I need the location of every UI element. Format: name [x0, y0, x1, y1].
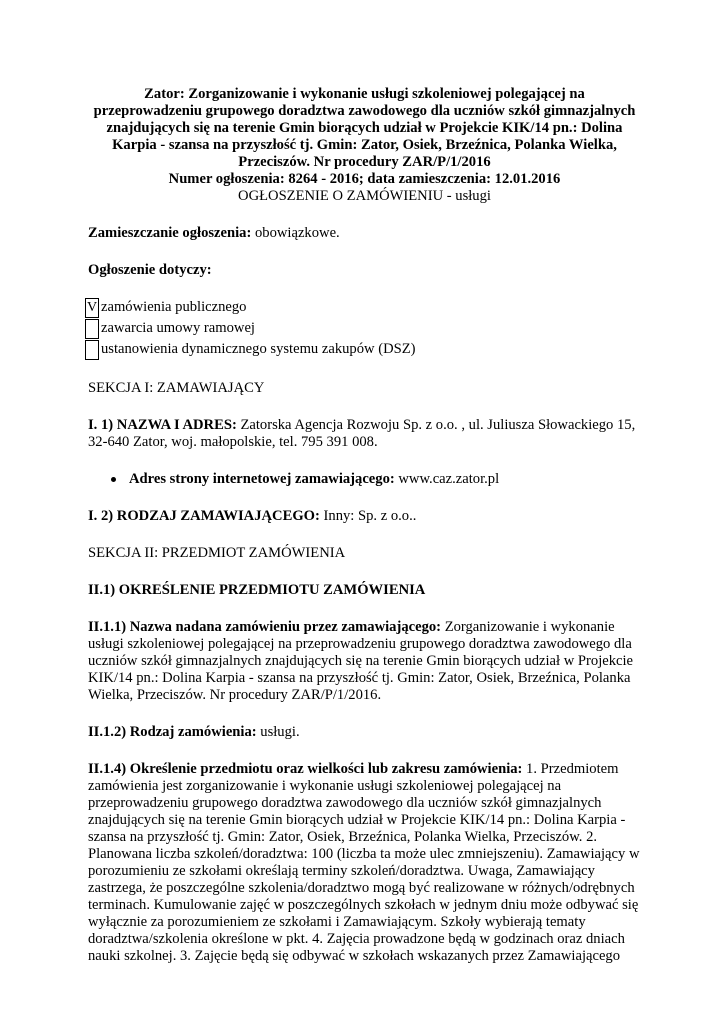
notice-type: OGŁOSZENIE O ZAMÓWIENIU - usługi: [238, 188, 491, 204]
title-line: Zator: Zorganizowanie i wykonanie usługi szkoleniowej polegającej na: [144, 86, 585, 102]
notice-number: Numer ogłoszenia: 8264 - 2016; data zamieszczenia: 12.01.2016: [168, 171, 561, 187]
contract-name-label: II.1.1) Nazwa nadana zamówieniu przez zamawiającego:: [88, 619, 442, 635]
checkbox-unchecked[interactable]: [85, 319, 99, 339]
checkbox-checked[interactable]: V: [85, 298, 99, 318]
address-value: Zatorska Agencja Rozwoju Sp. z o.o. , ul. Juliusza Słowackiego 15, 32-640 Zator, woj. małopolskie, tel. 795 391 008.: [88, 417, 636, 450]
bullet-icon: [111, 477, 116, 482]
website-item: [88, 471, 641, 488]
contracting-authority-address: [88, 417, 641, 451]
option-dps: [85, 339, 641, 360]
contract-scope-label: II.1.4) Określenie przedmiotu oraz wielkości lub zakresu zamówienia:: [88, 761, 523, 777]
contract-name-value: Zorganizowanie i wykonanie usługi szkoleniowej polegającej na przeprowadzeniu grupowego doradztwa zawodowego dla uczniów szkół gimnazjalnych znajdujących się na terenie Gmin biorących udział w Projekcie KIK/14 pn.: Dolina Karpia - szansa na przyszłość tj. Gmin: Zator, Osiek, Brzeźnica, Polanka Wielka, Przeciszów. Nr procedury ZAR/P/1/2016.: [88, 619, 634, 703]
publication-value: obowiązkowe.: [251, 225, 340, 241]
authority-type-label: I. 2) RODZAJ ZAMAWIAJĄCEGO:: [88, 508, 320, 524]
section-heading: SEKCJA I: ZAMAWIAJĄCY: [88, 380, 265, 396]
contract-kind-label: II.1.2) Rodzaj zamówienia:: [88, 724, 257, 740]
document-page: [88, 86, 641, 965]
title-line: przeprowadzeniu grupowego doradztwa zawodowego dla uczniów szkół gimnazjalnych: [93, 103, 636, 119]
option-framework-agreement: [85, 318, 641, 339]
contract-kind-value: usługi.: [256, 724, 300, 740]
address-label: I. 1) NAZWA I ADRES:: [88, 417, 237, 433]
title-line: znajdujących się na terenie Gmin biorących udział w Projekcie KIK/14 pn.: Dolina: [106, 120, 623, 136]
notice-header: [88, 86, 641, 205]
authority-type: [88, 508, 641, 525]
contract-scope: [88, 761, 641, 965]
website-link[interactable]: www.caz.zator.pl: [398, 471, 500, 487]
option-label: zamówienia publicznego: [101, 299, 247, 315]
publication-line: [88, 225, 641, 242]
option-label: ustanowienia dynamicznego systemu zakupów (DSZ): [101, 341, 416, 357]
contract-scope-value: 1. Przedmiotem zamówienia jest zorganizowanie i wykonanie usługi szkoleniowej polegającej na przeprowadzeniu grupowego doradztwa zawodowego dla uczniów szkół gimnazjalnych znajdujących się na terenie Gmin biorących udział w Projekcie KIK/14 pn.: Dolina Karpia - szansa na przyszłość tj. Gmin: Zator, Osiek, Brzeźnica, Polanka Wielka, Przeciszów. 2. Planowana liczba szkoleń/doradztwa: 100 (liczba ta może ulec zmniejszeniu). Zamawiający w porozumieniu ze szkołami określają terminy szkoleń/doradztwa. Uwaga, Zamawiający zastrzega, że poszczególne szkolenia/doradztwo mogą być realizowane w różnych/odrębnych terminach. Kumulowanie zajęć w poszczególnych szkołach w jednym dniu może odbywać się wyłącznie za porozumieniem ze szkołami i Zamawiającym. Szkoły wybierają tematy doradztwa/szkolenia określone w pkt. 4. Zajęcia prowadzone będą w godzinach oraz dniach nauki szkolnej. 3. Zajęcie będą się odbywać w szkołach wskazanych przez Zamawiającego: [88, 761, 640, 964]
title-line: Karpia - szansa na przyszłość tj. Gmin: Zator, Osiek, Brzeźnica, Polanka Wielka,: [112, 137, 617, 153]
concerns-options: [88, 297, 641, 360]
concerns-label: Ogłoszenie dotyczy:: [88, 262, 212, 278]
checkbox-unchecked[interactable]: [85, 340, 99, 360]
contract-name: [88, 619, 641, 704]
website-label: Adres strony internetowej zamawiającego:: [129, 471, 395, 487]
section-heading: SEKCJA II: PRZEDMIOT ZAMÓWIENIA: [88, 545, 346, 561]
authority-type-value: Inny: Sp. z o.o..: [319, 508, 417, 524]
publication-label: Zamieszczanie ogłoszenia:: [88, 225, 252, 241]
title-line: Przeciszów. Nr procedury ZAR/P/1/2016: [238, 154, 491, 170]
contract-kind: [88, 724, 641, 741]
option-label: zawarcia umowy ramowej: [101, 320, 255, 336]
subsection-heading: II.1) OKREŚLENIE PRZEDMIOTU ZAMÓWIENIA: [88, 582, 426, 598]
option-public-procurement: [85, 297, 641, 318]
